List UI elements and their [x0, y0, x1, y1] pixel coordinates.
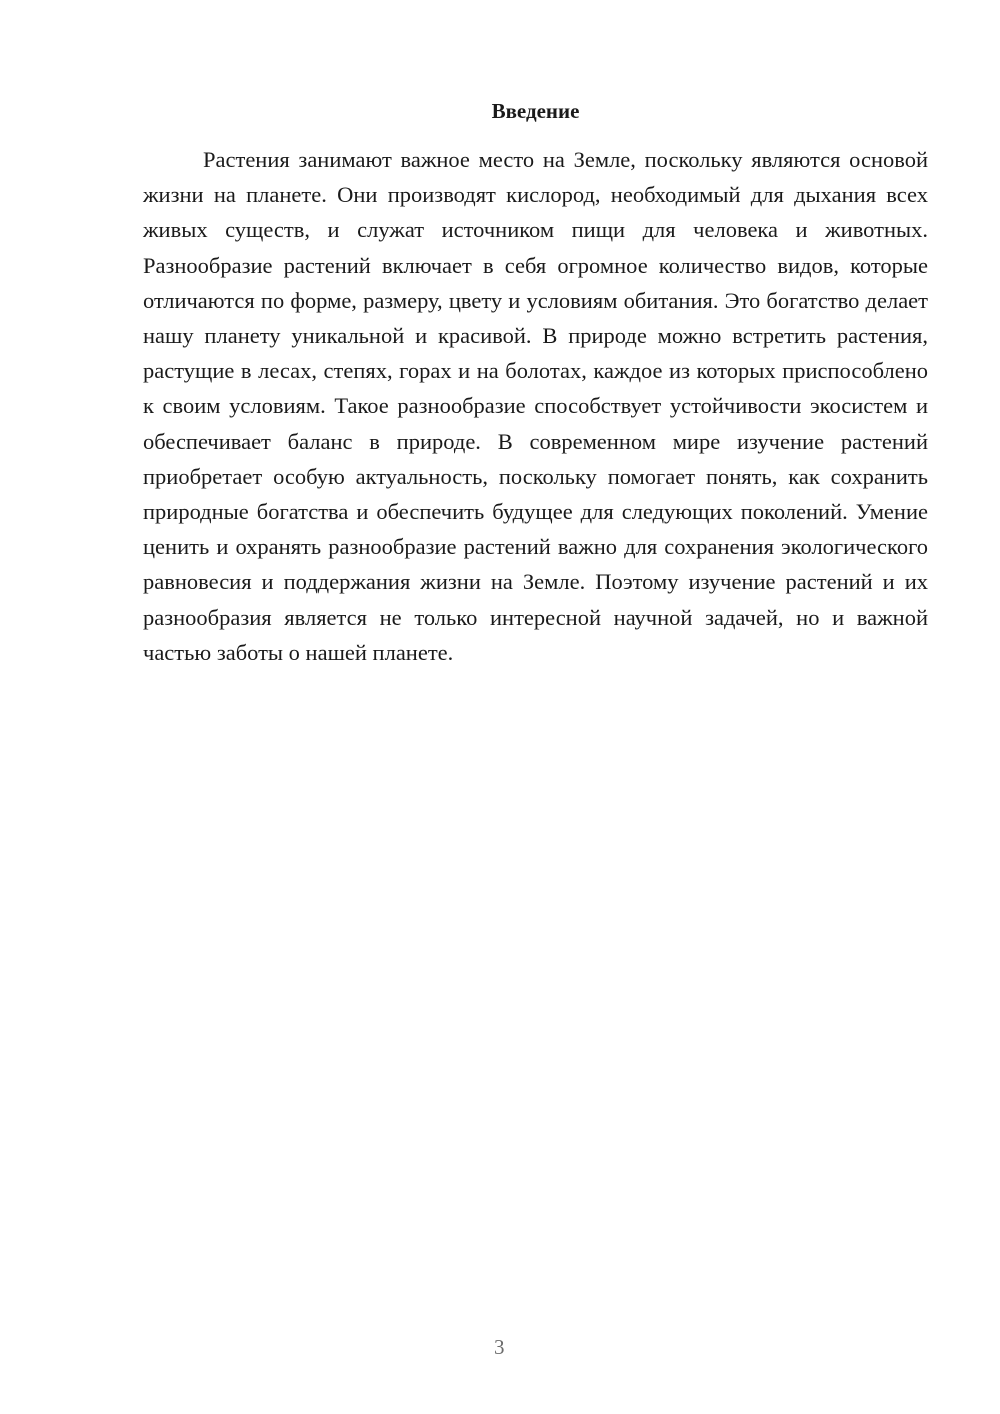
page-number: 3: [494, 1335, 505, 1359]
section-heading: Введение: [491, 99, 580, 123]
body-paragraph: Растения занимают важное место на Земле, поскольку являются основой жизни на планете. Они производят кислород, необходимый для дыхания всех живых существ, и служат источником пищи для человека и животных. Разнообразие растений включает в себя огромное количество видов, которые отличаются по форме, размеру, цвету и условиям обитания. Это богатство делает нашу планету уникальной и красивой. В природе можно встретить растения, растущие в лесах, степях, горах и на болотах, каждое из которых приспособлено к своим условиям. Такое разнообразие способствует устойчивости экосистем и обеспечивает баланс в природе. В современном мире изучение растений приобретает особую актуальность, поскольку помогает понять, как сохранить природные богатства и обеспечить будущее для следующих поколений. Умение ценить и охранять разнообразие растений важно для сохранения экологического равновесия и поддержания жизни на Земле. Поэтому изучение растений и их разнообразия является не только интересной научной задачей, но и важной частью заботы о нашей планете.: [143, 147, 928, 665]
